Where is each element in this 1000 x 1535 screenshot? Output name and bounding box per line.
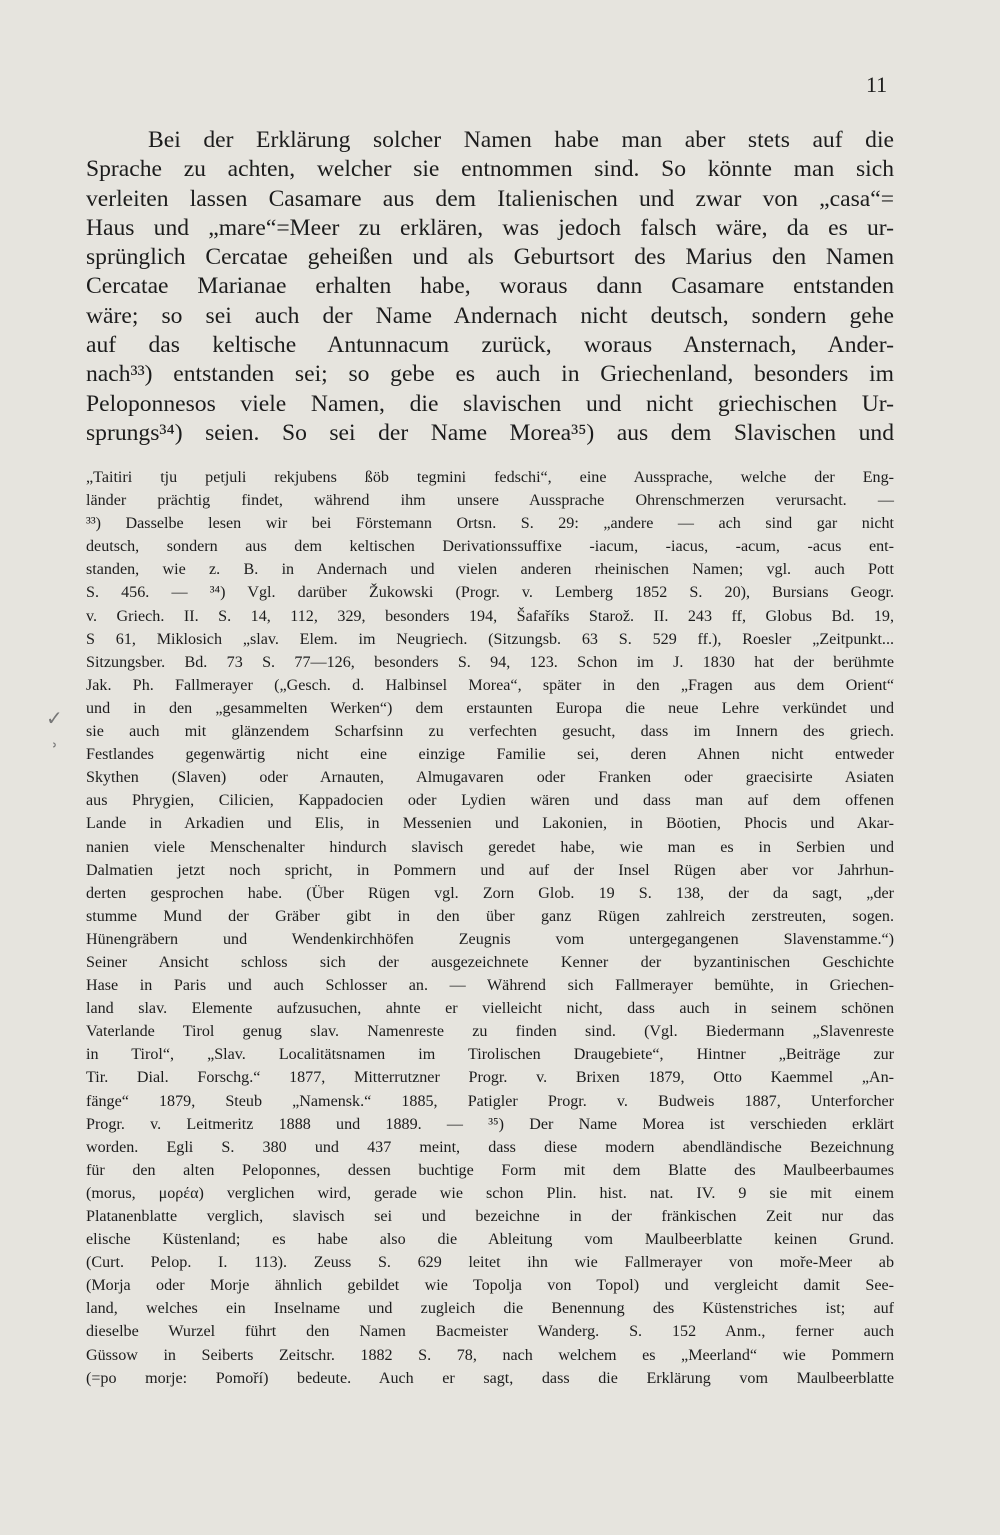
- text-line: Peloponnesos viele Namen, die slavischen und nicht griechischen Ur-: [86, 390, 894, 417]
- footnote-line: Hase in Paris und auch Schlosser an. — Während sich Fallmerayer bemühte, in Griechen-: [86, 977, 894, 995]
- footnote-line: derten gesprochen habe. (Über Rügen vgl. Zorn Glob. 19 S. 138, der da sagt, „der: [86, 884, 894, 902]
- text-line: Cercatae Marianae erhalten habe, woraus dann Casamare entstanden: [86, 273, 894, 300]
- footnote-line: (morus, μορέα) verglichen wird, gerade wie schon Plin. hist. nat. IV. 9 sie mit einem: [86, 1184, 894, 1202]
- footnote-line: Progr. v. Leitmeritz 1888 und 1889. — ³⁵) Der Name Morea ist verschieden erklärt: [86, 1115, 894, 1133]
- footnote-line: (Curt. Pelop. I. 113). Zeuss S. 629 leitet ihn wie Fallmerayer von moře-Meer ab: [86, 1254, 894, 1272]
- page-number: 11: [866, 72, 888, 97]
- footnote-line: sie auch mit glänzendem Scharfsinn zu verfechten gesucht, dass im Innern des griech.: [86, 723, 894, 741]
- footnote-line: land, welches ein Inselname und zugleich die Benennung des Küstenstriches ist; auf: [86, 1300, 894, 1318]
- footnote-line: für den alten Peloponnes, dessen buchtige Form mit dem Blatte des Maulbeerbaumes: [86, 1161, 894, 1179]
- footnote-line: Tir. Dial. Forschg.“ 1877, Mitterrutzner Progr. v. Brixen 1879, Otto Kaemmel „An-: [86, 1069, 894, 1087]
- footnote-line: worden. Egli S. 380 und 437 meint, dass diese modern abendländische Bezeichnung: [86, 1138, 894, 1156]
- footnote-line: in Tirol“, „Slav. Localitätsnamen im Tirolischen Draugebiete“, Hintner „Beiträge zur: [86, 1046, 894, 1064]
- text-line: verleiten lassen Casamare aus dem Italienischen und zwar von „casa“=: [86, 185, 894, 212]
- footnote-line: standen, wie z. B. in Andernach und vielen anderen rheinischen Namen; vgl. auch Pott: [86, 561, 894, 579]
- footnote-line: Jak. Ph. Fallmerayer („Gesch. d. Halbinsel Morea“, später in den „Fragen aus dem Orient“: [86, 676, 894, 694]
- footnote-line: Platanenblatte verglich, slavisch sei und bezeichne in der fränkischen Zeit nur das: [86, 1208, 894, 1225]
- text-line: Bei der Erklärung solcher Namen habe man aber stets auf die: [148, 127, 894, 153]
- footnote-line: v. Griech. II. S. 14, 112, 329, besonders 194, Šafaříks Starož. II. 243 ff, Globus Bd. 19,: [86, 607, 894, 625]
- footnote-line: Skythen (Slaven) oder Arnauten, Almugavaren oder Franken oder graecisirte Asiaten: [86, 769, 894, 787]
- footnote-line: deutsch, sondern aus dem keltischen Derivationssuffixe -iacum, -iacus, -acum, -acus ent-: [86, 538, 894, 556]
- footnote-line: S. 456. — ³⁴) Vgl. darüber Žukowski (Progr. v. Lemberg 1852 S. 20), Bursians Geogr.: [86, 584, 894, 602]
- margin-pencil-mark: ʾ: [52, 738, 59, 762]
- text-line: sprungs³⁴) seien. So sei der Name Morea³⁵) aus dem Slavischen und: [86, 419, 894, 446]
- footnote-line: S 61, Miklosich „slav. Elem. im Neugriech. (Sitzungsb. 63 S. 529 ff.), Roesler „Zeitpunkt...: [86, 630, 894, 648]
- footnote-line: nanien viele Menschenalter hindurch slavisch geredet habe, wie man es in Serbien und: [86, 838, 894, 856]
- footnote-line: fänge“ 1879, Steub „Namensk.“ 1885, Patigler Progr. v. Budweis 1887, Unterforcher: [86, 1092, 894, 1110]
- footnote-line: Lande in Arkadien und Elis, in Messenien und Lakonien, in Böotien, Phocis und Akar-: [86, 815, 894, 833]
- margin-pencil-mark: ✓: [46, 706, 63, 730]
- footnote-line: länder prächtig findet, während ihm unsere Aussprache Ohrenschmerzen verursacht. —: [86, 492, 894, 510]
- text-line: Haus und „mare“=Meer zu erklären, was jedoch falsch wäre, da es ur-: [86, 214, 894, 241]
- footnote-line: Sitzungsber. Bd. 73 S. 77—126, besonders S. 94, 123. Schon im J. 1830 hat der berühmte: [86, 653, 894, 671]
- footnote-line: Hünengräbern und Wendenkirchhöfen Zeugnis vom untergegangenen Slavenstamme.“): [86, 930, 894, 948]
- footnote-line: aus Phrygien, Cilicien, Kappadocien oder Lydien wären und dass man auf dem offenen: [86, 792, 894, 810]
- footnote-line: stumme Mund der Gräber gibt in den über ganz Rügen zahlreich zerstreuten, sogen.: [86, 907, 894, 925]
- text-line: nach³³) entstanden sei; so gebe es auch in Griechenland, besonders im: [86, 361, 894, 388]
- footnote-line: „Taitiri tju petjuli rekjubens ßöb tegmini fedschi“, eine Aussprache, welche der Eng-: [86, 469, 894, 486]
- footnote-line: (=po morje: Pomoří) bedeute. Auch er sagt, dass die Erklärung vom Maulbeerblatte: [86, 1369, 894, 1387]
- footnote-line: Güssow in Seiberts Zeitschr. 1882 S. 78, nach welchem es „Meerland“ wie Pommern: [86, 1346, 894, 1364]
- text-line: Sprache zu achten, welcher sie entnommen sind. So könnte man sich: [86, 156, 894, 183]
- footnotes: [86, 466, 894, 1390]
- footnote-line: dieselbe Wurzel führt den Namen Bacmeister Wanderg. S. 152 Anm., ferner auch: [86, 1323, 894, 1341]
- footnote-line: ³³) Dasselbe lesen wir bei Förstemann Ortsn. S. 29: „andere — ach sind gar nicht: [86, 515, 894, 533]
- footnote-line: (Morja oder Morje ähnlich gebildet wie Topolja von Topol) und vergleicht damit See-: [86, 1277, 894, 1295]
- text-line: auf das keltische Antunnacum zurück, woraus Ansternach, Ander-: [86, 332, 894, 359]
- footnote-line: Vaterlande Tirol genug slav. Namenreste zu finden sind. (Vgl. Biedermann „Slavenreste: [86, 1023, 894, 1041]
- footnote-line: elische Küstenland; es habe also die Ableitung vom Maulbeerblatte keinen Grund.: [86, 1231, 894, 1249]
- text-line: wäre; so sei auch der Name Andernach nicht deutsch, sondern gehe: [86, 302, 894, 329]
- main-text: [86, 126, 894, 448]
- footnote-line: und in den „gesammelten Werken“) dem erstaunten Europa die neue Lehre verkündet und: [86, 699, 894, 717]
- text-line: sprünglich Cercatae geheißen und als Geburtsort des Marius den Namen: [86, 244, 894, 271]
- footnote-line: land slav. Elemente aufzusuchen, ahnte er vielleicht nicht, dass auch in seinem schönen: [86, 1000, 894, 1018]
- footnote-line: Seiner Ansicht schloss sich der ausgezeichnete Kenner der byzantinischen Geschichte: [86, 953, 894, 971]
- footnote-line: Festlandes gegenwärtig nicht eine einzige Familie sei, deren Ahnen nicht entweder: [86, 746, 894, 764]
- footnote-line: Dalmatien jetzt noch spricht, in Pommern und auf der Insel Rügen aber vor Jahrhun-: [86, 861, 894, 879]
